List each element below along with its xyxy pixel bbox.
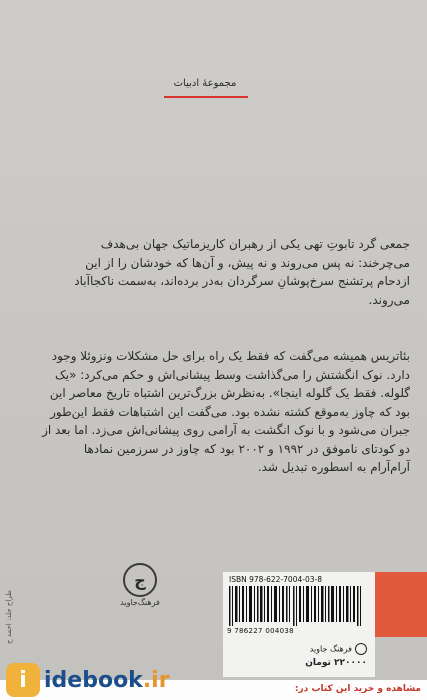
- price-publisher: [310, 643, 367, 655]
- blurb-line: گلوله. فقط یک گلوله اینجا». به‌نظرش بزرگ‌ترین اشتباه تاریخ معاصر این: [49, 386, 410, 400]
- publisher-name: فرهنگ‌جاوید: [120, 598, 160, 607]
- site-name: [44, 668, 170, 693]
- barcode-icon: [227, 586, 367, 626]
- blurb-line: دارد. نوک انگشتش را می‌گذاشت وسط پیشانی‌اش و حکم می‌کرد: «یک: [54, 367, 410, 382]
- blurb-line: دو کودتای ناموفق در ۱۹۹۲ و ۲۰۰۲ بود که چاوز در سرزمین نمادها: [83, 441, 410, 456]
- blurb-line: بئاتریس همیشه می‌گفت که فقط یک راه برای حل مشکلات ونزوئلا وجود: [51, 349, 410, 363]
- blurb-paragraph-1: [20, 235, 410, 309]
- publisher-mini-logo-icon: [355, 643, 367, 655]
- price-label: ۲۲۰۰۰۰ تومان: [305, 658, 367, 668]
- blurb-line: آرام‌آرام به اسطوره تبدیل شد.: [257, 460, 410, 474]
- color-strip: [375, 572, 427, 637]
- price-publisher-name: فرهنگ جاوید: [309, 644, 352, 654]
- blurb-line: جمعی گرد تابوتِ تهی یکی از رهبران کاریزماتیک جهان بی‌هدف: [100, 237, 410, 251]
- blurb-line: جبران می‌شود و با نوک انگشت به آرامی روی پیشانی‌اش می‌زد. اما بعد از: [42, 423, 410, 437]
- banner-text: مشاهده و خرید این کتاب در:: [294, 684, 421, 694]
- barcode-panel: [223, 572, 375, 637]
- series-label: مجموعهٔ ادبیات: [173, 78, 237, 89]
- publisher-logo-icon: ج: [123, 563, 157, 597]
- blurb-line: ازدحام پرتشنج سرخ‌پوشانِ سرگردان به‌در برده‌اند، به‌سمت ناکجاآباد: [74, 274, 410, 288]
- site-name-tld: .ir: [142, 667, 170, 693]
- blurb-paragraph-2: [20, 347, 410, 477]
- cover-designer-credit: طراح جلد: احمد ح: [5, 590, 13, 645]
- blurb-line: بود که چاوز به‌موقع کشته نشده بود. می‌گفت این اشتباهات فقط این‌طور: [50, 404, 410, 419]
- site-logo-icon: i: [6, 663, 40, 697]
- blurb-line: می‌چرخند: نه پس می‌روند و نه پیش، و آن‌ها که خودشان را از این: [85, 255, 410, 270]
- site-logo[interactable]: [6, 660, 170, 700]
- site-name-main: idebook: [44, 667, 143, 693]
- barcode-number: 9 786227 004038: [227, 627, 294, 635]
- series-underline: [164, 96, 248, 98]
- isbn-text: ISBN 978-622-7004-03-8: [229, 575, 322, 584]
- price-panel: [223, 637, 375, 677]
- blurb-line: می‌روند.: [368, 292, 410, 307]
